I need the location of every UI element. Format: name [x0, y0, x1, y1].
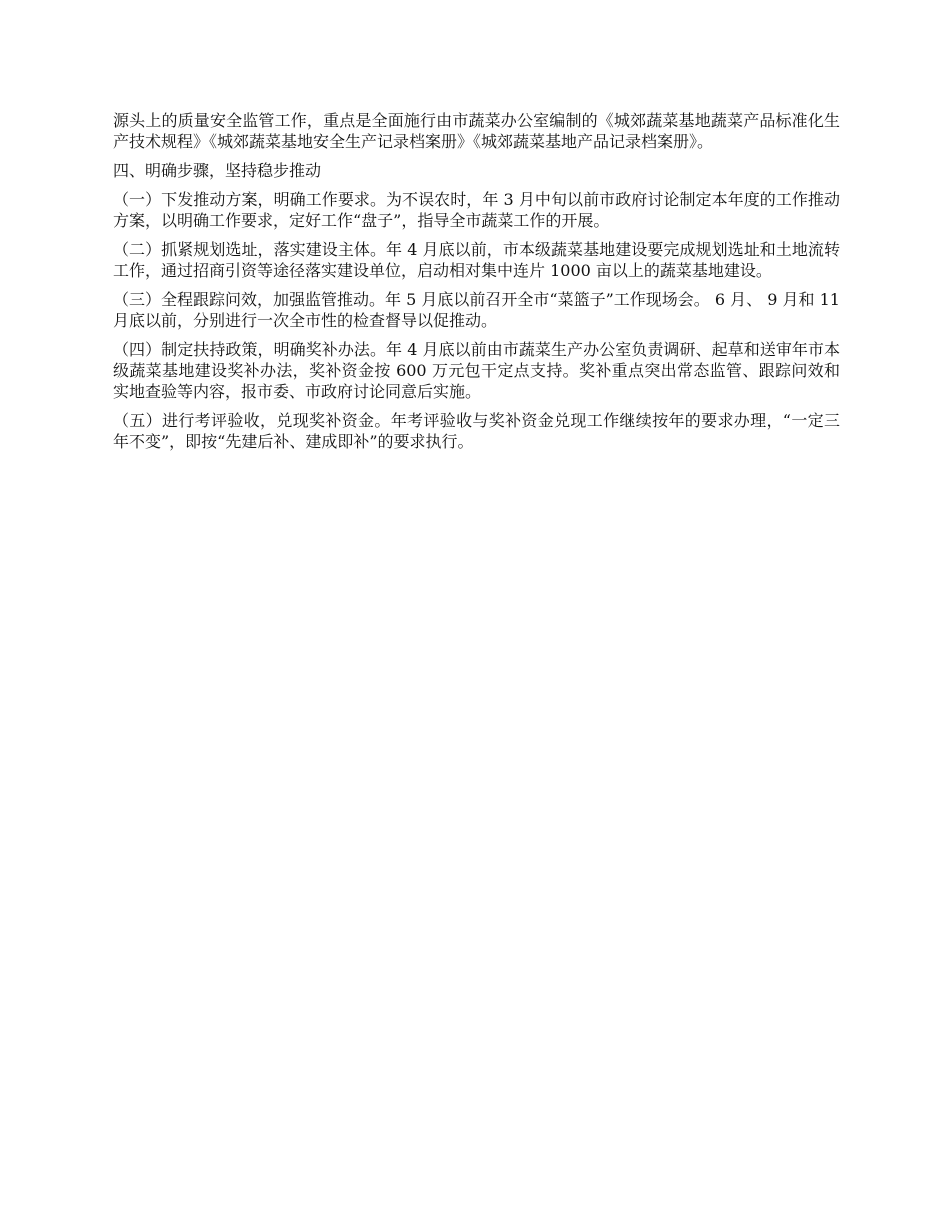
section-heading-steps: 四、明确步骤，坚持稳步推动 — [113, 161, 322, 180]
paragraph-step-4: （四）制定扶持政策，明确奖补办法。年 4 月底以前由市蔬菜生产办公室负责调研、起草和送审年市本级蔬菜基地建设奖补办法，奖补资金按 600 万元包干定点支持。奖补重点突出常态监管、跟踪问效和实地查验等内容，报市委、市政府讨论同意后实施。 — [113, 340, 840, 401]
paragraph-quality-supervision: 源头上的质量安全监管工作，重点是全面施行由市蔬菜办公室编制的《城郊蔬菜基地蔬菜产品标准化生产技术规程》《城郊蔬菜基地安全生产记录档案册》《城郊蔬菜基地产品记录档案册》。 — [113, 111, 840, 151]
paragraph-step-2: （二）抓紧规划选址，落实建设主体。年 4 月底以前，市本级蔬菜基地建设要完成规划选址和土地流转工作，通过招商引资等途径落实建设单位，启动相对集中连片 1000 亩以上的蔬菜基地建设。 — [113, 240, 840, 280]
paragraph-step-3: （三）全程跟踪问效，加强监管推动。年 5 月底以前召开全市“菜篮子”工作现场会。 6 月、 9 月和 11 月底以前，分别进行一次全市性的检查督导以促推动。 — [113, 290, 840, 330]
paragraph-step-1: （一）下发推动方案，明确工作要求。为不误农时，年 3 月中旬以前市政府讨论制定本年度的工作推动方案，以明确工作要求，定好工作“盘子”，指导全市蔬菜工作的开展。 — [113, 190, 840, 230]
document-page — [113, 110, 840, 460]
paragraph-step-5: （五）进行考评验收，兑现奖补资金。年考评验收与奖补资金兑现工作继续按年的要求办理，“一定三年不变”，即按“先建后补、建成即补”的要求执行。 — [113, 411, 840, 451]
